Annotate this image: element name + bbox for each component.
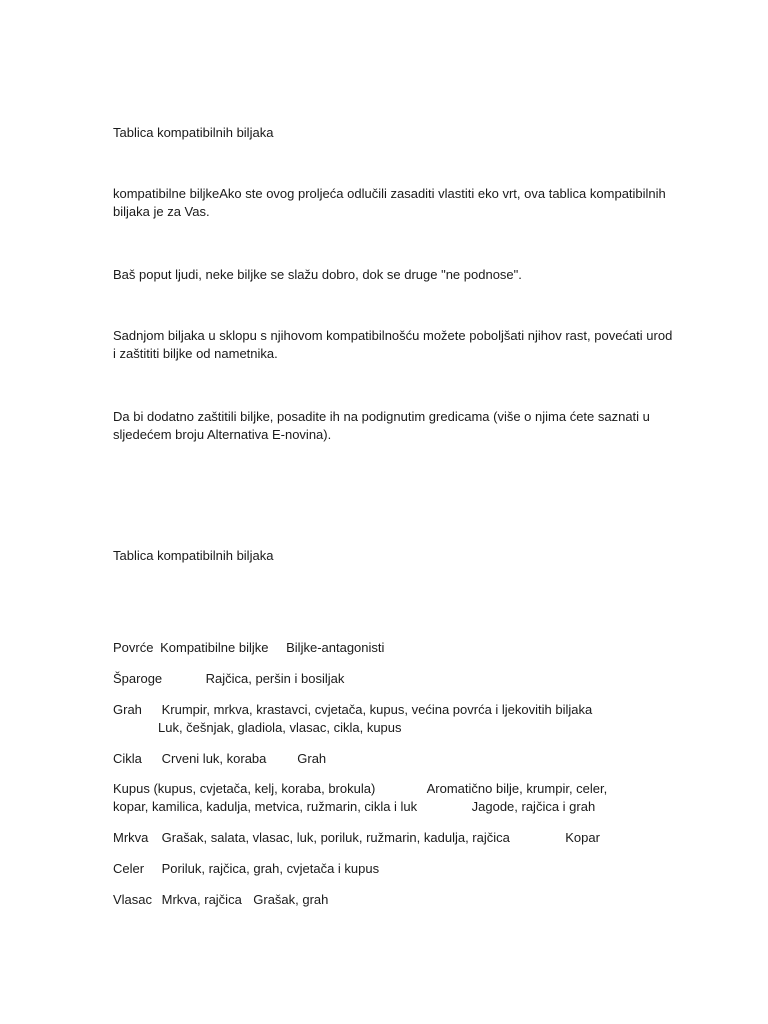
table-row <box>113 780 607 798</box>
table-row <box>113 670 344 688</box>
vegetable-name: Celer <box>113 861 145 876</box>
vegetable-name: Cikla <box>113 751 142 766</box>
paragraph-raised-beds: Da bi dodatno zaštitili biljke, posadite ih na podignutim gredicama (više o njima ćete saznati u sljedećem broju Alternativa E-novina). <box>113 409 650 442</box>
document-title: Tablica kompatibilnih biljaka <box>113 125 274 140</box>
paragraph-companion-planting: Sadnjom biljaka u sklopu s njihovom kompatibilnošću možete poboljšati njihov rast, povećati urod i zaštititi biljke od nametnika. <box>113 328 673 361</box>
antagonist-plants: Luk, češnjak, gladiola, vlasac, cikla, kupus <box>158 720 402 735</box>
compatible-plants: Poriluk, rajčica, grah, cvjetača i kupus <box>161 861 380 876</box>
vegetable-name: Šparoge <box>113 671 163 686</box>
header-kompatibilne: Kompatibilne biljke <box>160 640 269 655</box>
vegetable-name: Mrkva <box>113 830 149 845</box>
compatible-plants: Krumpir, mrkva, krastavci, cvjetača, kupus, većina povrća i ljekovitih biljaka <box>161 702 593 717</box>
compatible-plants: Aromatično bilje, krumpir, celer, <box>426 781 608 796</box>
intro-paragraph: kompatibilne biljkeAko ste ovog proljeća odlučili zasaditi vlastiti eko vrt, ova tablica kompatibilnih biljaka je za Vas. <box>113 186 666 219</box>
antagonist-plants: Grašak, grah <box>253 892 329 907</box>
antagonist-plants: Kopar <box>565 830 600 845</box>
vegetable-name: Kupus (kupus, cvjetača, kelj, koraba, brokula) <box>113 781 376 796</box>
compatible-plants: Rajčica, peršin i bosiljak <box>205 671 345 686</box>
header-povrce: Povrće <box>113 640 154 655</box>
compatible-plants: Grašak, salata, vlasac, luk, poriluk, ružmarin, kadulja, rajčica <box>161 830 510 845</box>
table-row <box>113 829 600 847</box>
header-antagonisti: Biljke-antagonisti <box>286 640 385 655</box>
paragraph-plants-like-people: Baš poput ljudi, neke biljke se slažu dobro, dok se druge "ne podnose". <box>113 267 522 282</box>
vegetable-name: Vlasac <box>113 892 153 907</box>
table-row <box>113 860 379 878</box>
table-row <box>113 891 328 909</box>
table-row <box>113 750 326 768</box>
compatible-plants-continued: kopar, kamilica, kadulja, metvica, ružmarin, cikla i luk <box>113 799 418 814</box>
table-row <box>113 701 592 719</box>
compatible-plants: Crveni luk, koraba <box>161 751 267 766</box>
antagonist-plants: Jagode, rajčica i grah <box>471 799 596 814</box>
table-title: Tablica kompatibilnih biljaka <box>113 548 274 563</box>
vegetable-name: Grah <box>113 702 142 717</box>
table-header <box>113 639 384 657</box>
table-row-continuation <box>113 798 595 816</box>
antagonist-plants: Grah <box>297 751 327 766</box>
compatible-plants: Mrkva, rajčica <box>161 892 242 907</box>
